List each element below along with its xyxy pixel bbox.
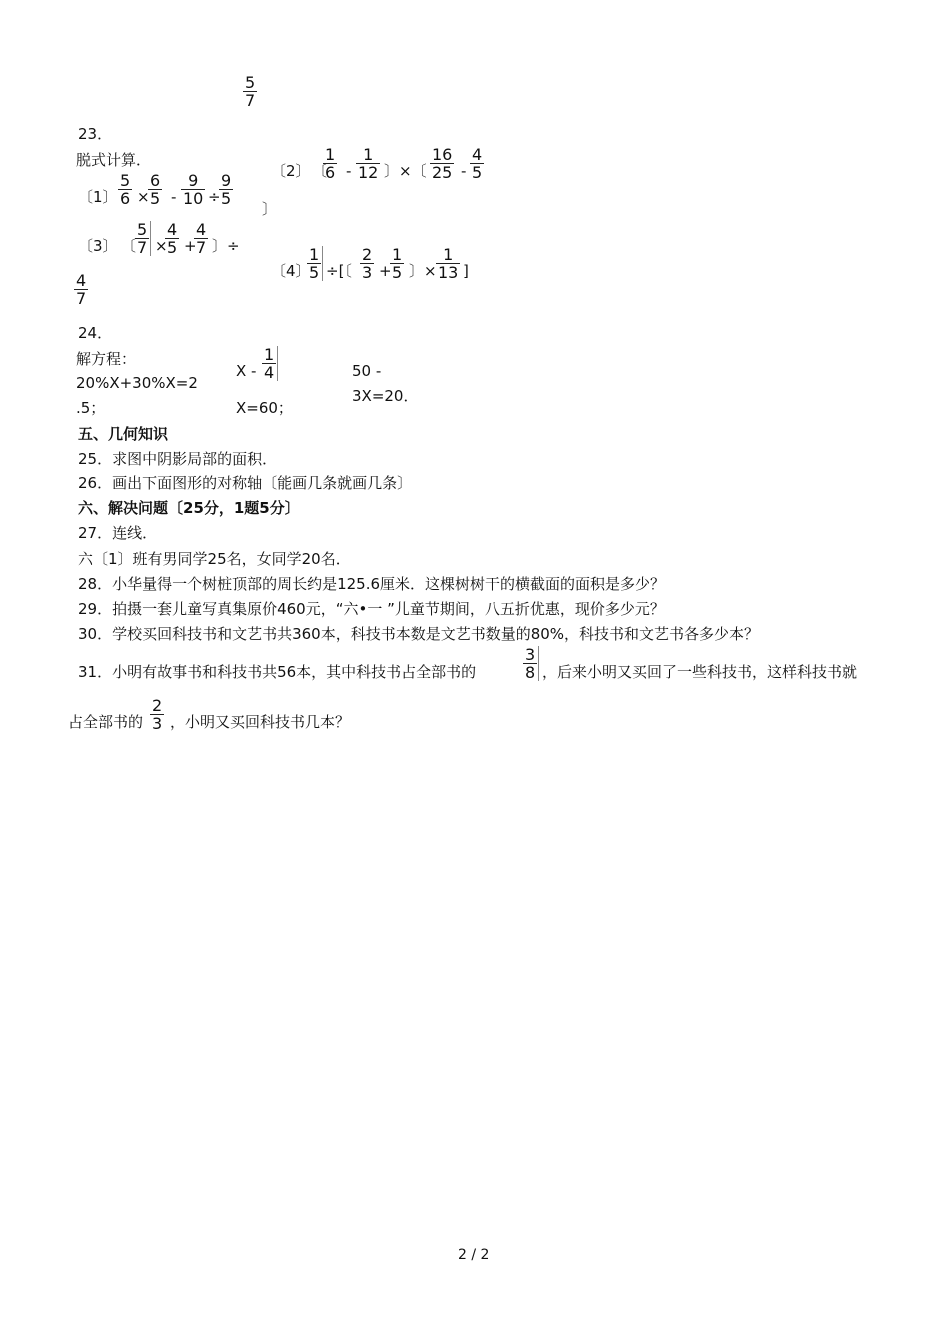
q23-p2-open: 〔 xyxy=(312,162,328,180)
top-fraction: $\frac{5}{7}$ xyxy=(245,73,256,110)
q24-eq1-line2: .5； xyxy=(76,399,106,417)
q23-p3-f3: $\frac{4}{7}$ xyxy=(196,220,207,257)
q23-p1-f4: $\frac{9}{5}$ xyxy=(221,171,232,208)
q23-p1-f3: $\frac{9}{10}$ xyxy=(183,171,204,208)
q24-eq2-frac: $\frac{1}{4}$ xyxy=(262,346,278,381)
q23-p1-f1: $\frac{5}{6}$ xyxy=(120,171,131,208)
q23-p3-f1: $\frac{5}{7}$ xyxy=(135,221,151,256)
q23-p2-f2: $\frac{1}{12}$ xyxy=(358,145,379,182)
page-number: 2 / 2 xyxy=(458,1247,490,1263)
q24-number: 24． xyxy=(78,324,113,342)
q24-eq3-line1: 50 - xyxy=(352,362,382,380)
q24-eq2-line2: X=60； xyxy=(236,399,293,417)
q23-p4-f2: $\frac{2}{3}$ xyxy=(362,245,373,282)
q31-part1: 31．小明有故事书和科技书共56本，其中科技书占全部书的 xyxy=(78,663,477,681)
q23-p3-close: 〕÷ xyxy=(212,237,240,255)
q27-subtext: 六〔1〕班有男同学25名，女同学20名． xyxy=(78,550,351,568)
q23-p4-label: 〔4〕 xyxy=(271,262,311,280)
q23-p2-op2: - xyxy=(461,162,467,180)
q25-text: 25．求图中阴影局部的面积． xyxy=(78,450,278,468)
q31-part2: ，后来小明又买回了一些科技书，这样科技书就 xyxy=(542,663,858,681)
q23-p3-f2: $\frac{4}{5}$ xyxy=(167,220,178,257)
q23-p3-open: 〔 xyxy=(121,237,137,255)
q31-frac1: $\frac{3}{8}$ xyxy=(523,646,539,681)
q23-p3-f4: $\frac{4}{7}$ xyxy=(76,271,87,308)
q23-p4-f1: $\frac{1}{5}$ xyxy=(307,246,323,281)
q23-p3-op1: × xyxy=(155,237,168,255)
q29-text: 29．拍摄一套儿童写真集原价460元，“六•一 ”儿童节期间，八五折优惠，现价多少元？ xyxy=(78,600,665,618)
q24-eq2-prefix: X - xyxy=(236,362,257,380)
q23-number: 23． xyxy=(78,125,113,143)
q23-p1-op2: - xyxy=(171,188,177,206)
q23-p2-close: 〕 xyxy=(262,200,278,218)
q31-frac2: $\frac{2}{3}$ xyxy=(152,696,163,733)
q31-part4: ，小明又买回科技书几本？ xyxy=(170,713,351,731)
q28-text: 28．小华量得一个树桩顶部的周长约是125.6厘米．这棵树树干的横截面的面积是多少？ xyxy=(78,575,666,593)
q26-text: 26．画出下面图形的对称轴〔能画几条就画几条〕 xyxy=(78,474,413,492)
q23-p2-mid: 〕×〔 xyxy=(384,162,427,180)
q31-part3: 占全部书的 xyxy=(68,713,144,731)
q23-p2-f4: $\frac{4}{5}$ xyxy=(472,145,483,182)
q23-p4-f3: $\frac{1}{5}$ xyxy=(392,245,403,282)
q23-p1-op3: ÷ xyxy=(208,188,221,206)
q23-p2-f1: $\frac{1}{6}$ xyxy=(325,145,336,182)
q24-title: 解方程： xyxy=(76,350,137,368)
q23-p4-op2: + xyxy=(379,262,392,280)
section-6-heading: 六、解决问题〔25分，1题5分〕 xyxy=(78,499,300,517)
q23-title: 脱式计算． xyxy=(76,151,152,169)
q24-eq1-line1: 20%X+30%X=2 xyxy=(76,374,198,392)
section-5-heading: 五、几何知识 xyxy=(78,425,169,443)
q24-eq3-line2: 3X=20． xyxy=(352,387,419,405)
q23-p2-f3: $\frac{16}{25}$ xyxy=(432,145,453,182)
q23-p2-label: 〔2〕 xyxy=(271,162,311,180)
q23-p1-label: 〔1〕 xyxy=(78,188,118,206)
q23-p4-close: ] xyxy=(463,262,469,280)
q23-p2-op1: - xyxy=(346,162,352,180)
q30-text: 30．学校买回科技书和文艺书共360本，科技书本数是文艺书数量的80%，科技书和文艺书各多少本？ xyxy=(78,625,760,643)
q23-p3-op2: + xyxy=(184,237,197,255)
q23-p1-f2: $\frac{6}{5}$ xyxy=(150,171,161,208)
q23-p4-f4: $\frac{1}{13}$ xyxy=(438,245,459,282)
q23-p4-op1: ÷[〔 xyxy=(326,262,352,280)
q27-text: 27．连线． xyxy=(78,524,158,542)
q23-p1-op1: × xyxy=(137,188,150,206)
q23-p3-label: 〔3〕 xyxy=(78,237,118,255)
q23-p4-mid: 〕× xyxy=(409,262,437,280)
